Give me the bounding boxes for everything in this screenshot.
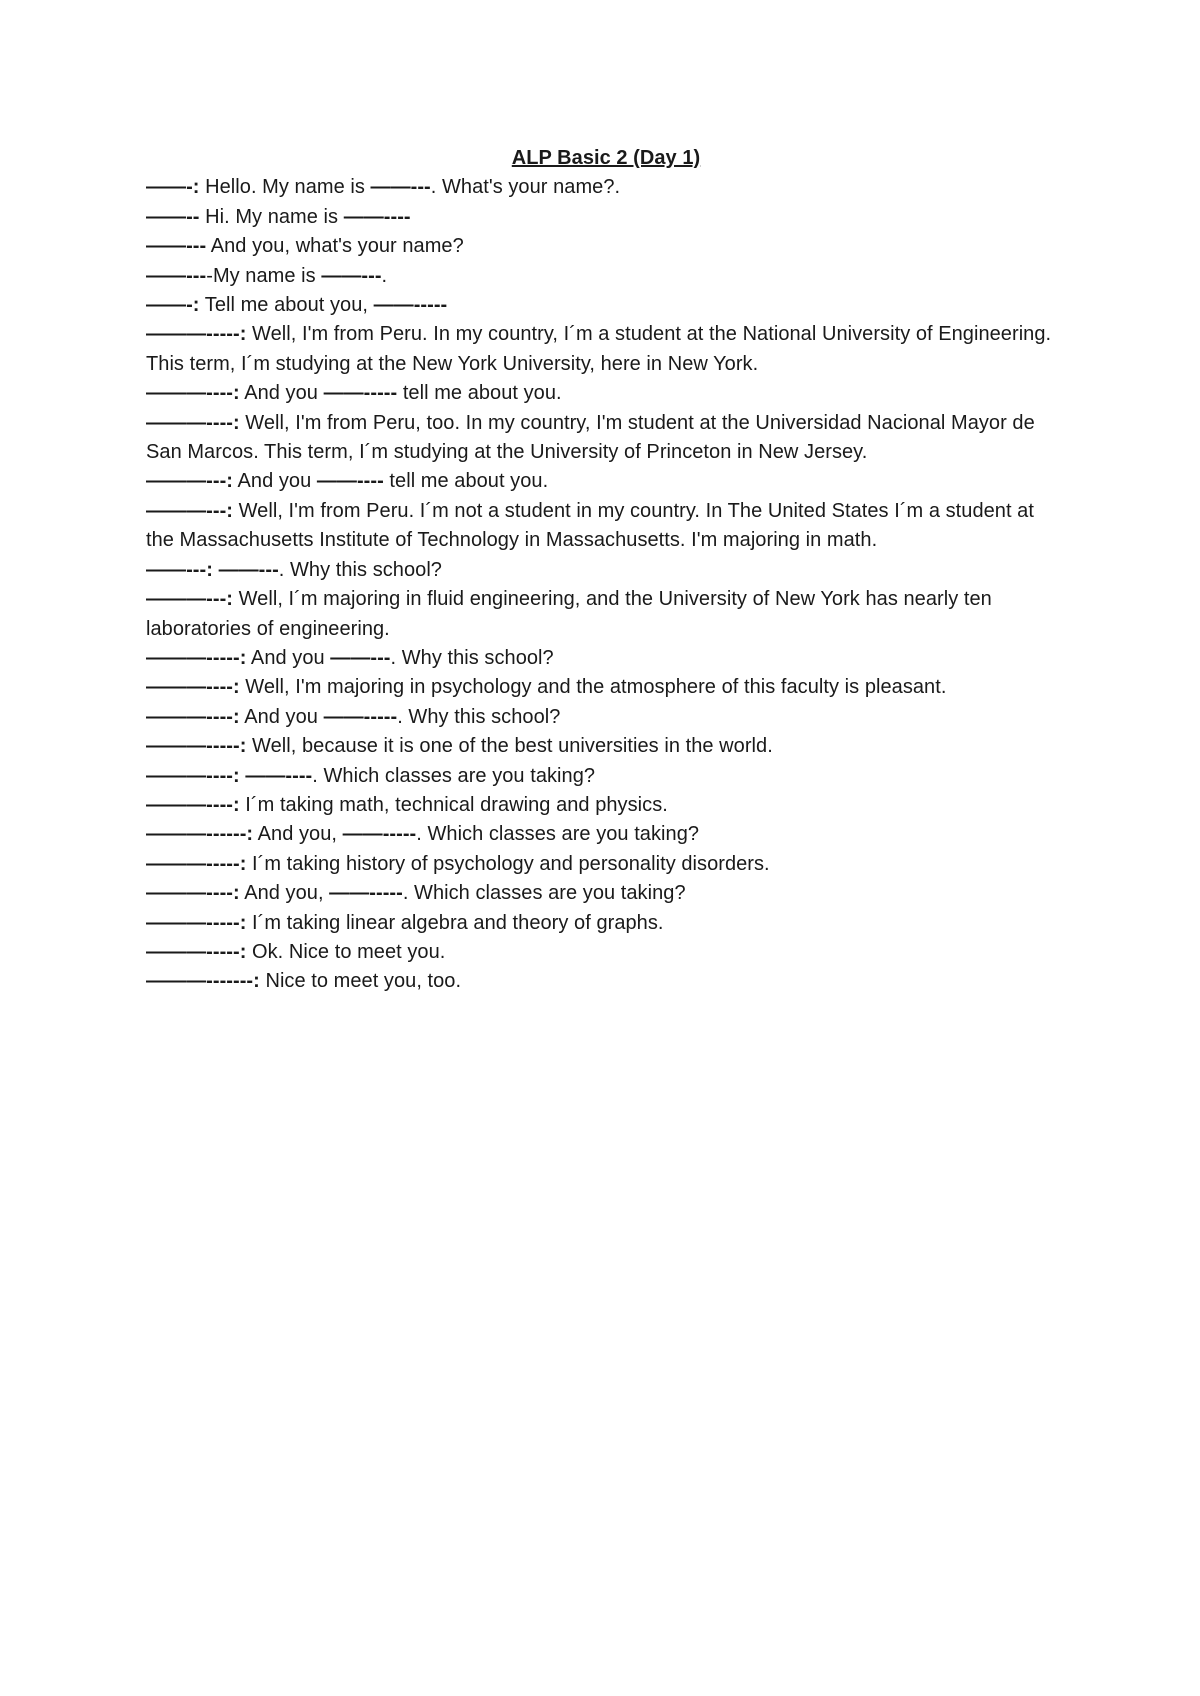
line-text: . Which classes are you taking?: [312, 764, 596, 787]
dialogue-line: [146, 820, 1066, 849]
dialogue-line: [146, 673, 1066, 702]
line-text: -My name is: [206, 264, 322, 287]
line-text: And you: [239, 382, 324, 405]
line-text: And you,: [253, 823, 343, 846]
speaker-blank: ——--: [146, 205, 200, 228]
name-blank: ——-----: [342, 823, 417, 846]
speaker-blank: ——---: [146, 235, 207, 258]
dialogue-line: [146, 644, 1066, 673]
dialogue-line: [146, 909, 1066, 938]
line-text: Ok. Nice to meet you.: [246, 940, 446, 963]
dialogue-line: [146, 467, 1066, 496]
line-text: Well, I´m majoring in fluid engineering, and the University of New York has nearly ten laboratories of engineering.: [146, 588, 992, 640]
name-blank: ——----: [316, 470, 384, 493]
name-blank: ——---: [330, 646, 391, 669]
line-text: tell me about you.: [397, 382, 562, 405]
speaker-blank: ———----:: [146, 882, 240, 905]
speaker-blank: ———-------:: [146, 970, 260, 993]
line-text: Well, I'm from Peru. I´m not a student in my country. In The United States I´m a student at the Massachusetts Institute of Technology in Massachusetts. I'm majoring in math.: [146, 499, 1034, 552]
dialogue-line: [146, 938, 1066, 967]
line-text: Well, I'm from Peru. In my country, I´m a student at the National University of Engineering. This term, I´m studying at the New York University, here in New York.: [146, 323, 1052, 375]
line-text: tell me about you.: [383, 470, 549, 493]
dialogue-line: [146, 732, 1066, 761]
line-text: Well, because it is one of the best universities in the world.: [246, 735, 773, 758]
name-blank: ——----: [245, 764, 313, 787]
dialogue-line: [146, 762, 1066, 791]
dialogue-line: [146, 379, 1066, 408]
speaker-blank: ———-----:: [146, 735, 247, 758]
line-text: And you: [246, 646, 331, 669]
document-title: ALP Basic 2 (Day 1): [511, 147, 701, 169]
speaker-blank: ———---:: [146, 499, 233, 522]
dialogue-line: [146, 232, 1066, 261]
line-text: .: [381, 264, 388, 287]
line-text: I´m taking linear algebra and theory of graphs.: [246, 911, 664, 934]
line-text: . Which classes are you taking?: [402, 882, 686, 905]
speaker-blank: ———----:: [146, 676, 240, 699]
line-text: Well, I'm majoring in psychology and the atmosphere of this faculty is pleasant.: [239, 676, 947, 699]
dialogue-line: [146, 967, 1066, 996]
name-blank: ——-----: [373, 294, 448, 317]
name-blank: ——-----: [329, 882, 403, 905]
line-text: . Which classes are you taking?: [416, 823, 700, 846]
dialogue-line: [146, 497, 1066, 556]
speaker-blank: ——-:: [146, 294, 200, 317]
line-text: And you: [233, 470, 317, 493]
line-text: I´m taking history of psychology and personality disorders.: [246, 852, 770, 875]
line-text: Well, I'm from Peru, too. In my country, I'm student at the Universidad Nacional Mayor de San Marcos. This term, I´m studying at the University of Princeton in New Jersey.: [146, 411, 1035, 464]
line-text: . What's your name?.: [430, 176, 621, 199]
line-text: And you,: [239, 882, 330, 905]
speaker-blank: ———----:: [146, 411, 240, 434]
dialogue-line: [146, 320, 1066, 379]
dialogue-line: [146, 850, 1066, 879]
dialogue: [146, 173, 1066, 996]
speaker-blank: ———-----:: [146, 911, 247, 934]
dialogue-line: [146, 703, 1066, 732]
name-blank: ——---: [370, 176, 431, 199]
dialogue-line: [146, 203, 1066, 232]
line-text: Tell me about you,: [199, 294, 374, 317]
name-blank: ——---: [218, 558, 279, 581]
dialogue-line: [146, 879, 1066, 908]
dialogue-line: [146, 585, 1066, 644]
speaker-blank: ——---:: [146, 558, 213, 581]
speaker-blank: ———----:: [146, 764, 240, 787]
speaker-blank: ———---:: [146, 588, 233, 611]
dialogue-line: [146, 791, 1066, 820]
name-blank: ——----: [343, 205, 411, 228]
speaker-blank: ———-----:: [146, 852, 247, 875]
speaker-blank: ———----:: [146, 793, 240, 816]
name-blank: ——-----: [323, 382, 398, 405]
document-body: [146, 144, 1066, 997]
line-text: Nice to meet you, too.: [259, 970, 462, 993]
dialogue-line: [146, 291, 1066, 320]
speaker-blank: ———----:: [146, 705, 240, 728]
speaker-blank: ———-----:: [146, 940, 247, 963]
speaker-blank: ———------:: [146, 823, 254, 846]
dialogue-line: [146, 409, 1066, 468]
speaker-blank: ———-----:: [146, 323, 247, 346]
line-text: And you, what's your name?: [206, 235, 464, 258]
speaker-blank: ———---:: [146, 470, 233, 493]
line-text: Hi. My name is: [199, 205, 344, 228]
dialogue-line: [146, 262, 1066, 291]
speaker-blank: ———----:: [146, 382, 240, 405]
line-text: . Why this school?: [278, 558, 442, 581]
speaker-blank: ——-:: [146, 176, 200, 199]
line-text: And you: [239, 705, 324, 728]
speaker-blank: ——---: [146, 264, 207, 287]
dialogue-line: [146, 556, 1066, 585]
name-blank: ——-----: [323, 705, 398, 728]
name-blank: ——---: [321, 264, 382, 287]
line-text: Hello. My name is: [199, 176, 371, 199]
line-text: . Why this school?: [390, 646, 554, 669]
line-text: I´m taking math, technical drawing and physics.: [239, 793, 668, 816]
dialogue-line: [146, 173, 1066, 202]
speaker-blank: ———-----:: [146, 646, 247, 669]
line-text: . Why this school?: [397, 705, 561, 728]
